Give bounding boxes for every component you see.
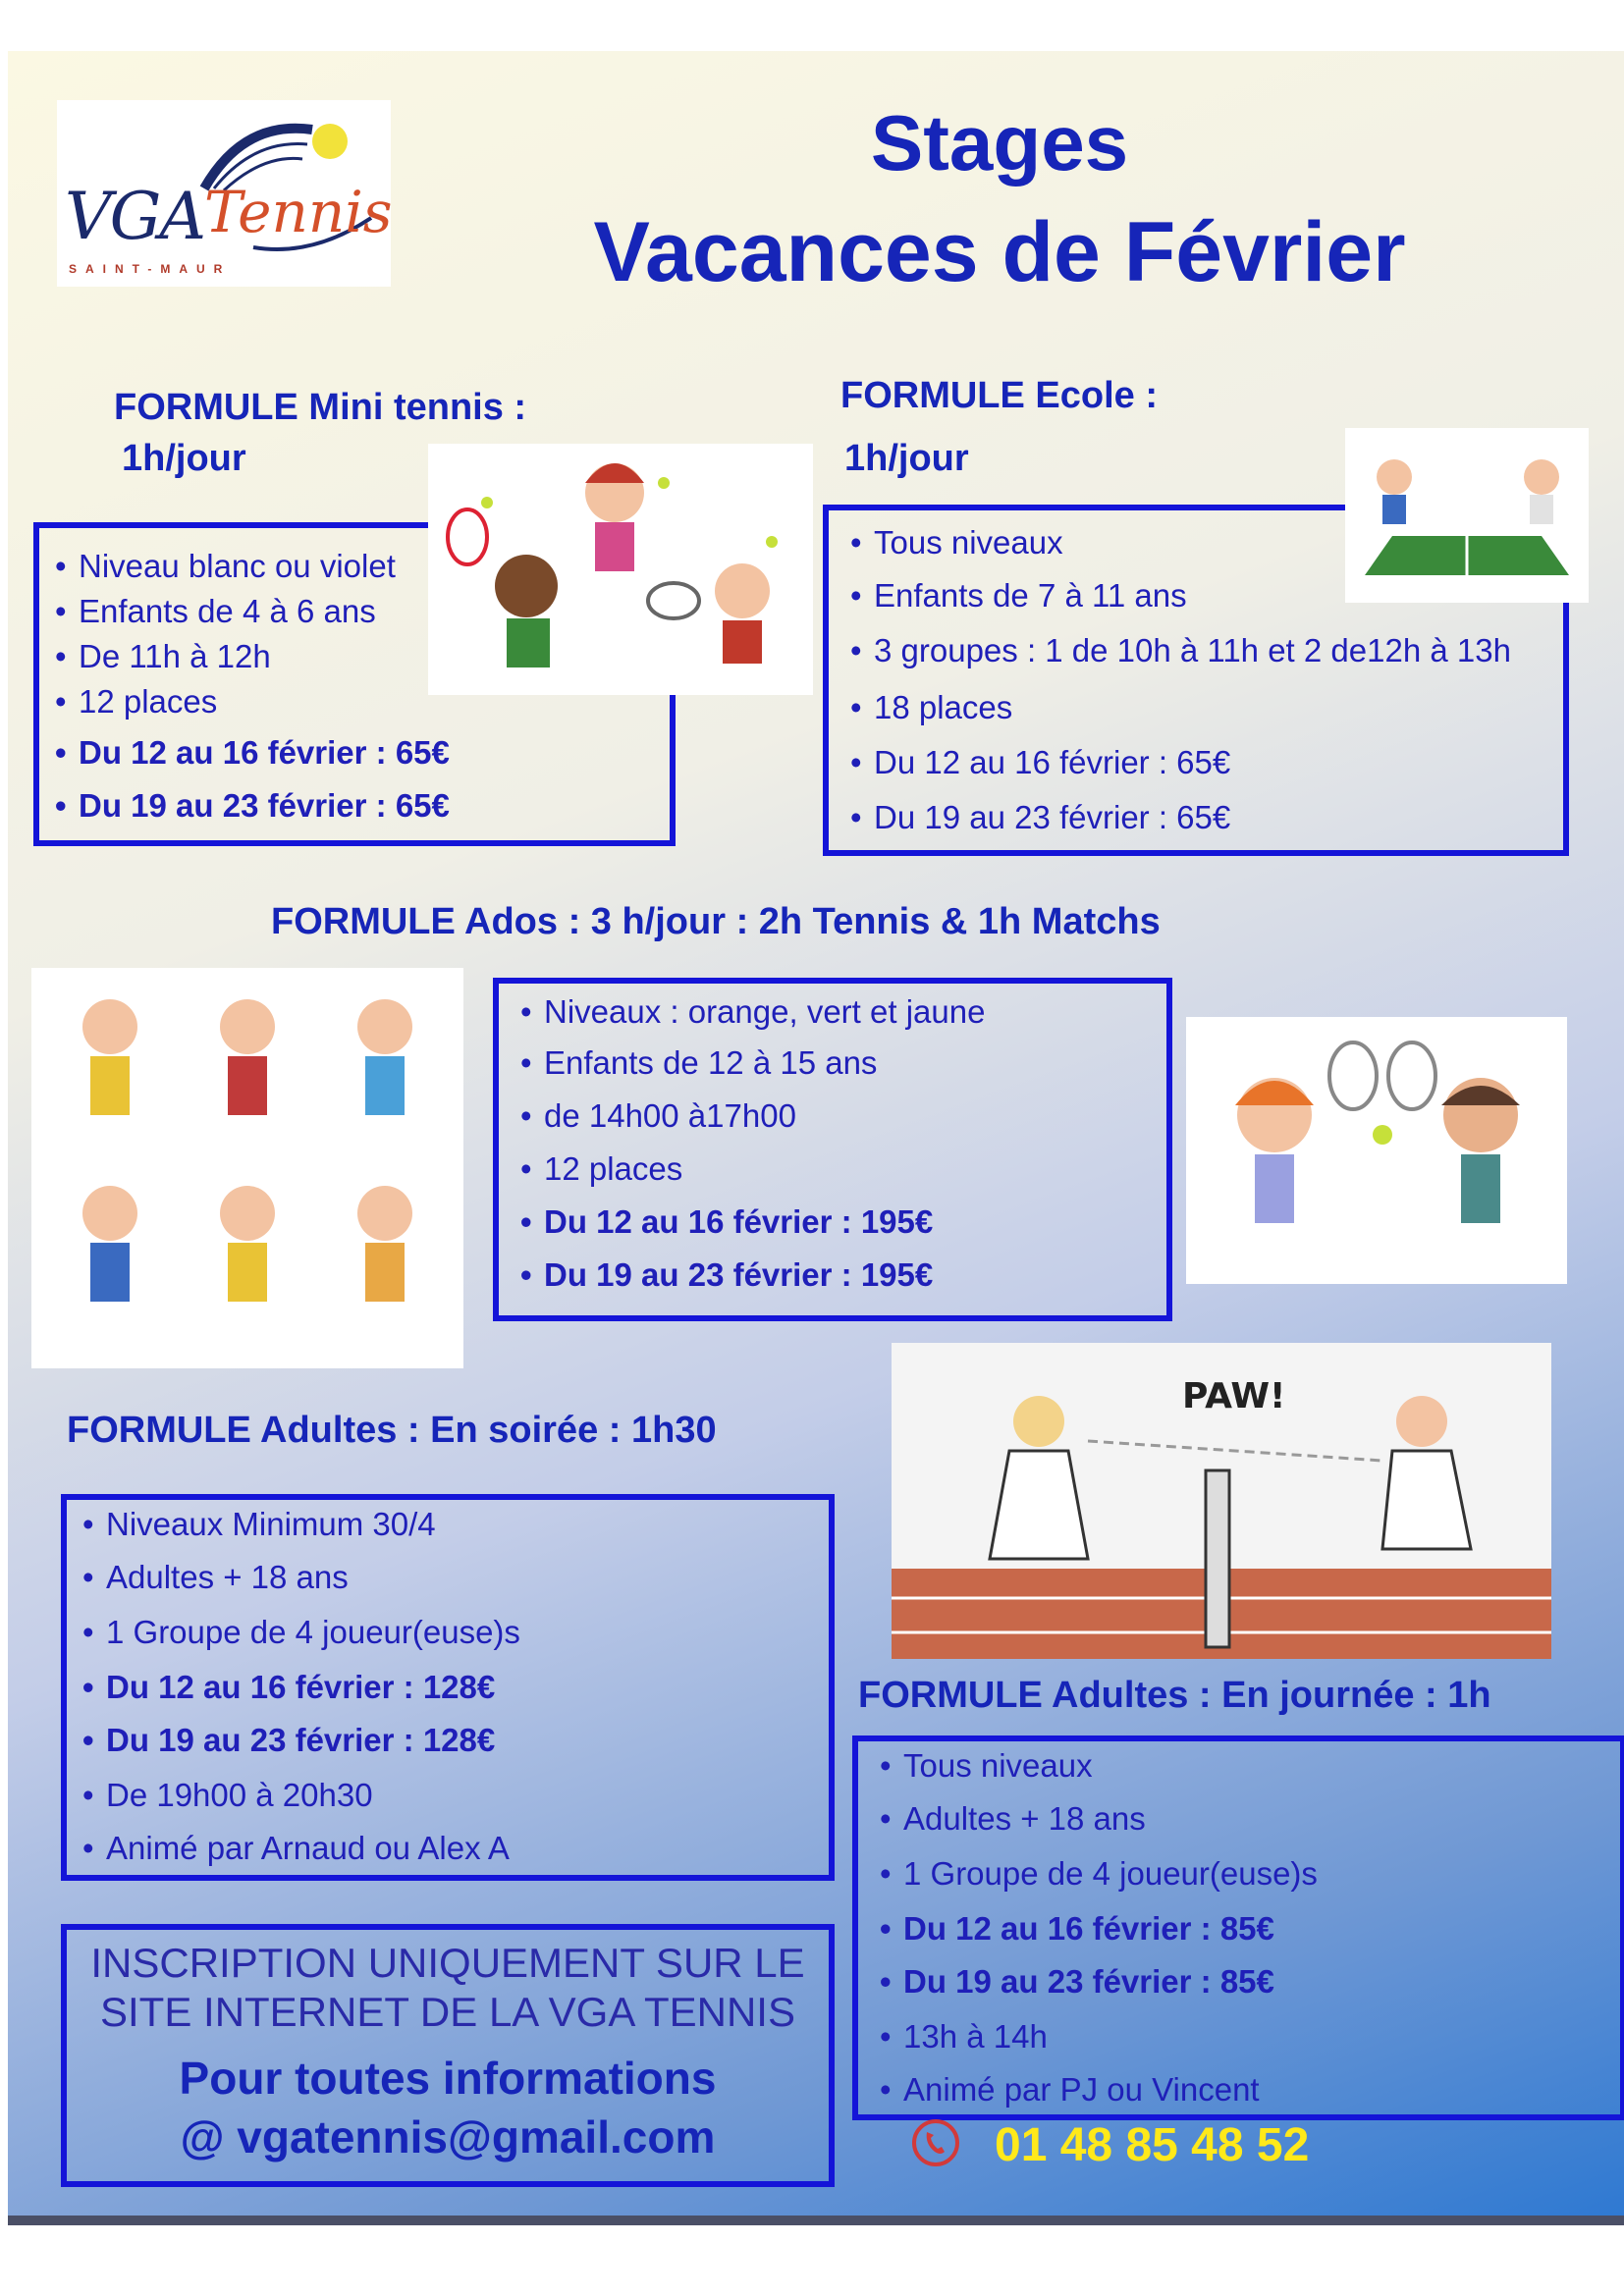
- six-kids-cartoon-icon: [31, 968, 463, 1368]
- list-item: • Animé par Arnaud ou Alex A: [106, 1830, 510, 1867]
- list-item: • 1 Groupe de 4 joueur(euse)s: [903, 1855, 1318, 1893]
- list-item: • Du 12 au 16 février : 65€: [874, 744, 1230, 781]
- list-item: • 1 Groupe de 4 joueur(euse)s: [106, 1614, 520, 1651]
- mini-heading-hours: 1h/jour: [122, 438, 246, 479]
- list-item: • 12 places: [544, 1150, 682, 1188]
- page-title-line1: Stages: [870, 99, 1129, 187]
- list-item: • 12 places: [79, 683, 217, 721]
- list-item: • 13h à 14h: [903, 2018, 1048, 2056]
- logo-subtitle: SAINT-MAUR: [69, 262, 232, 276]
- list-item: • De 11h à 12h: [79, 638, 271, 675]
- adultes-soir-heading: FORMULE Adultes : En soirée : 1h30: [67, 1410, 717, 1451]
- tennis-court-icon: [1345, 428, 1589, 603]
- ados-heading: FORMULE Ados : 3 h/jour : 2h Tennis & 1h Matchs: [271, 901, 1161, 942]
- list-item: • Du 19 au 23 février : 65€: [874, 799, 1230, 836]
- inscription-box: [61, 1924, 835, 2187]
- logo-text-vga: VGA: [65, 179, 205, 254]
- adults-tennis-comic-illustration: [892, 1343, 1551, 1659]
- kids-tennis-court-illustration: [1345, 428, 1589, 603]
- inscription-line1: INSCRIPTION UNIQUEMENT SUR LE: [90, 1940, 805, 1986]
- list-item: • Adultes + 18 ans: [903, 1800, 1146, 1838]
- list-item: • Niveaux : orange, vert et jaune: [544, 993, 985, 1031]
- page-title-line2: Vacances de Février: [593, 205, 1406, 299]
- vga-tennis-logo: [57, 100, 391, 287]
- list-item: • Du 12 au 16 février : 85€: [903, 1910, 1274, 1948]
- two-kids-cartoon-icon: [1186, 1017, 1567, 1284]
- list-item: • Niveau blanc ou violet: [79, 548, 396, 585]
- list-item: • Animé par PJ ou Vincent: [903, 2071, 1260, 2109]
- adultes-jour-heading: FORMULE Adultes : En journée : 1h: [858, 1675, 1491, 1716]
- mini-heading: FORMULE Mini tennis :: [114, 387, 527, 428]
- ados-box: [493, 978, 1172, 1321]
- list-item: • Du 19 au 23 février : 195€: [544, 1256, 933, 1294]
- adultes-jour-box: [852, 1735, 1624, 2120]
- phone-icon: [911, 2118, 960, 2167]
- kids-tennis-illustration-3: [1186, 1017, 1567, 1284]
- list-item: • Tous niveaux: [903, 1747, 1093, 1785]
- phone-number[interactable]: 01 48 85 48 52: [995, 2119, 1310, 2171]
- list-item: • Enfants de 4 à 6 ans: [79, 593, 376, 630]
- list-item: • Niveaux Minimum 30/4: [106, 1506, 436, 1543]
- info-heading: Pour toutes informations: [179, 2053, 717, 2104]
- ecole-heading-hours: 1h/jour: [844, 438, 969, 479]
- kids-tennis-illustration-1: [428, 444, 813, 695]
- list-item: • Enfants de 7 à 11 ans: [874, 577, 1187, 614]
- ecole-heading: FORMULE Ecole :: [840, 375, 1159, 416]
- list-item: • Enfants de 12 à 15 ans: [544, 1044, 877, 1082]
- bottom-bar: [8, 2216, 1624, 2225]
- adultes-soir-box: [61, 1494, 835, 1881]
- list-item: • 18 places: [874, 689, 1012, 726]
- list-item: • 3 groupes : 1 de 10h à 11h et 2 de12h à 13h: [874, 632, 1511, 669]
- inscription-line2: SITE INTERNET DE LA VGA TENNIS: [100, 1989, 795, 2035]
- list-item: • de 14h00 à17h00: [544, 1097, 796, 1135]
- poster: [8, 51, 1624, 2216]
- comic-sound-text: PAW!: [1182, 1376, 1286, 1416]
- list-item: • Du 12 au 16 février : 65€: [79, 734, 450, 772]
- list-item: • Du 19 au 23 février : 85€: [903, 1963, 1274, 2001]
- list-item: • Du 19 au 23 février : 128€: [106, 1722, 495, 1759]
- list-item: • Du 19 au 23 février : 65€: [79, 787, 450, 825]
- list-item: • Adultes + 18 ans: [106, 1559, 349, 1596]
- kids-tennis-illustration-2: [31, 968, 463, 1368]
- contact-email[interactable]: @ vgatennis@gmail.com: [180, 2111, 716, 2163]
- list-item: • Du 12 au 16 février : 195€: [544, 1203, 933, 1241]
- logo-text-tennis: Tennis: [204, 179, 393, 245]
- list-item: • De 19h00 à 20h30: [106, 1777, 373, 1814]
- list-item: • Tous niveaux: [874, 524, 1063, 561]
- kids-cartoon-icon: [428, 444, 813, 695]
- list-item: • Du 12 au 16 février : 128€: [106, 1669, 495, 1706]
